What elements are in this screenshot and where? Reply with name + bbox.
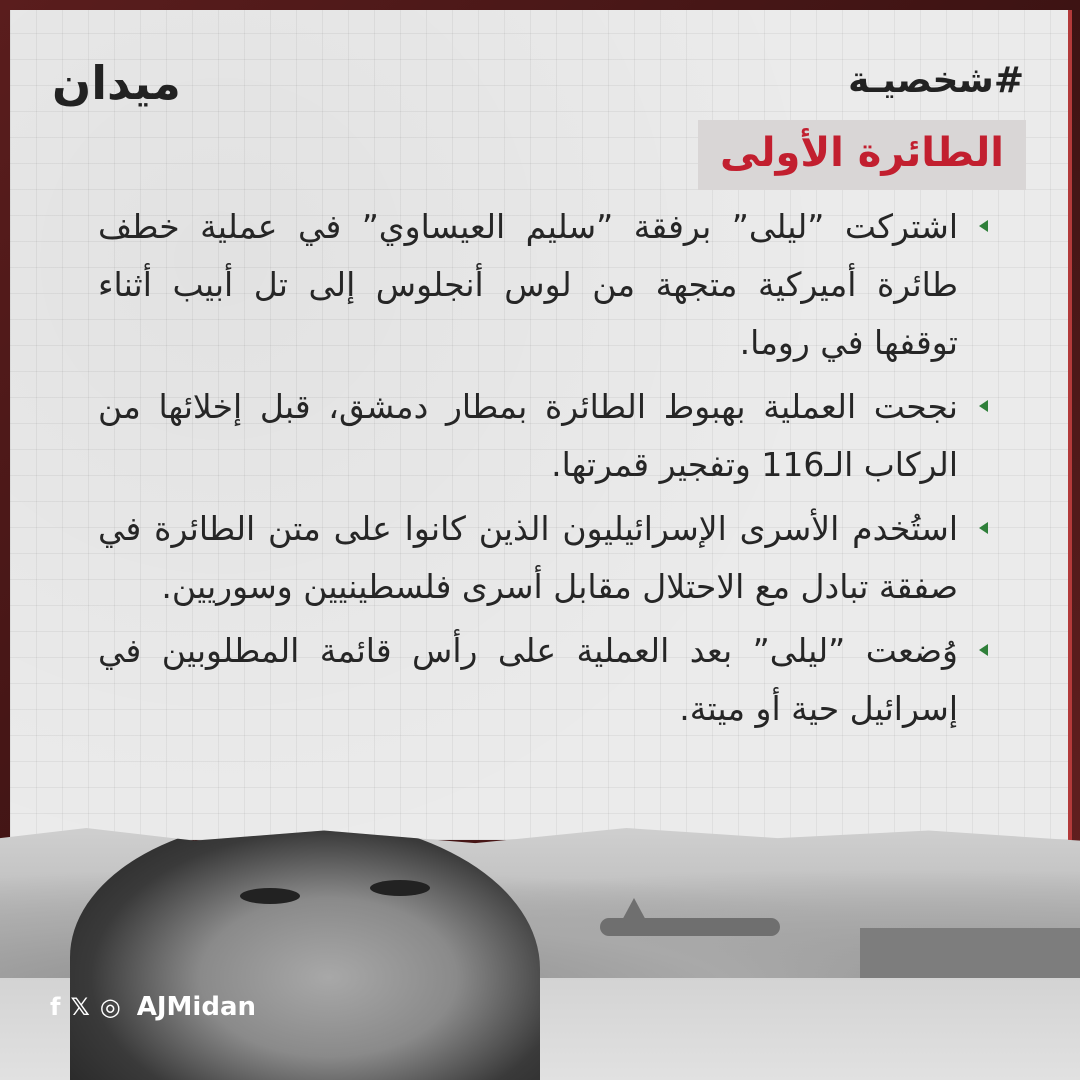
title-box (698, 120, 1026, 190)
eye-right (370, 880, 430, 896)
bullet-item (98, 198, 958, 372)
bullet-arrow-icon (979, 220, 988, 232)
bullet-text: وُضعت ”ليلى” بعد العملية على رأس قائمة المطلوبين في إسرائيل حية أو ميتة. (98, 631, 958, 728)
airport-photo (0, 828, 1080, 1080)
midan-logo: ميدان (52, 56, 181, 110)
portrait (70, 828, 540, 1080)
bullet-item (98, 622, 958, 738)
facebook-icon[interactable]: f (50, 993, 61, 1021)
bullet-arrow-icon (979, 644, 988, 656)
bullet-arrow-icon (979, 400, 988, 412)
terminal-building (860, 928, 1080, 978)
bullet-arrow-icon (979, 522, 988, 534)
eye-left (240, 888, 300, 904)
social-handle[interactable]: AJMidan (136, 992, 256, 1022)
airplane (600, 918, 780, 936)
bullet-text: نجحت العملية بهبوط الطائرة بمطار دمشق، قبل إخلائها من الركاب الـ116 وتفجير قمرتها. (98, 387, 958, 484)
bullet-item (98, 378, 958, 494)
instagram-icon[interactable]: ◎ (99, 993, 121, 1021)
x-icon[interactable]: 𝕏 (70, 993, 90, 1021)
bullet-text: اشتركت ”ليلى” برفقة ”سليم العيساوي” في عملية خطف طائرة أميركية متجهة من لوس أنجلوس إلى تل أبيب أثناء توقفها في روما. (98, 207, 958, 362)
bullet-list (98, 198, 958, 744)
page-title: الطائرة الأولى (719, 130, 1004, 176)
social-bar (50, 992, 256, 1022)
bullet-text: استُخدم الأسرى الإسرائيليون الذين كانوا على متن الطائرة في صفقة تبادل مع الاحتلال مقابل أسرى فلسطينيين وسوريين. (98, 509, 958, 606)
bullet-item (98, 500, 958, 616)
hashtag-label: #شخصيـة (848, 60, 1024, 101)
